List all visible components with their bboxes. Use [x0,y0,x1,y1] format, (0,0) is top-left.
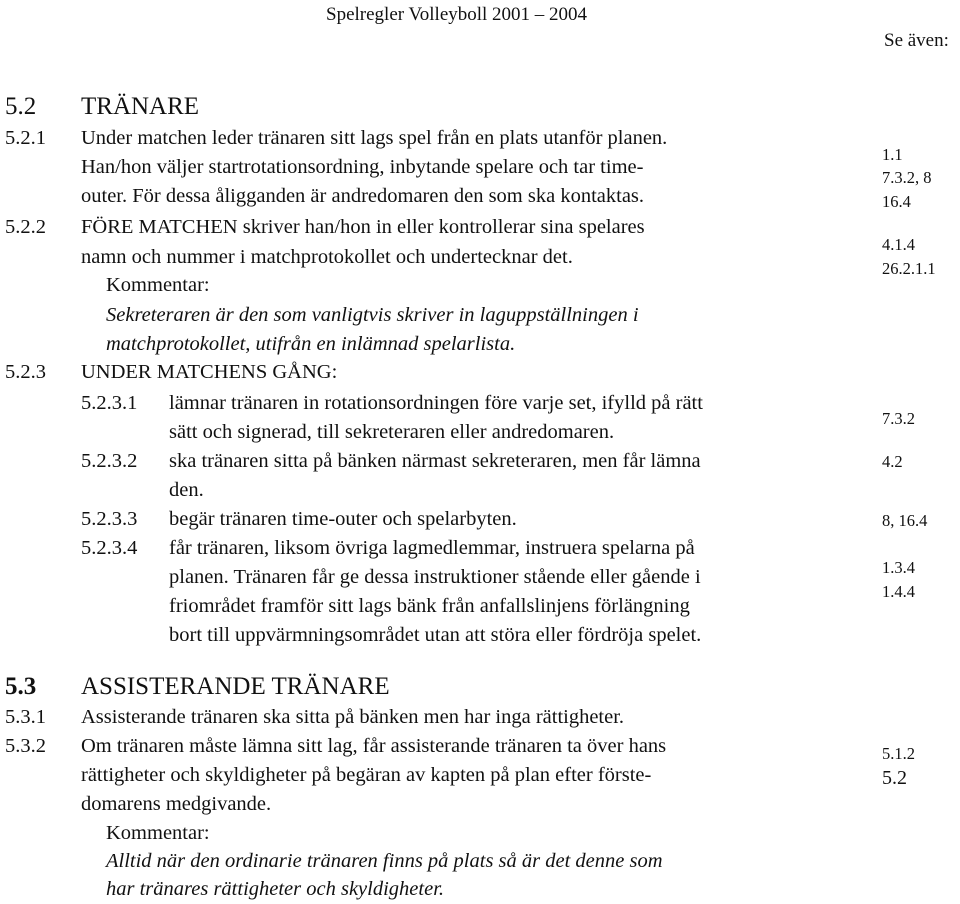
rule-text-line: Under matchen leder tränaren sitt lags spel från en plats utanför planen. [81,127,668,149]
comment-text-line: matchprotokollet, utifrån en inlämnad spelarlista. [106,333,516,355]
margin-reference: 8, 16.4 [882,511,928,530]
subrule-text-line: begär tränaren time-outer och spelarbyten. [169,508,517,530]
rule-number-5-3-2: 5.3.2 [5,735,46,757]
subrule-text-line: sätt och signerad, till sekreteraren eller andredomaren. [169,421,615,443]
rule-number-5-2-2: 5.2.2 [5,216,46,238]
rule-number-5-2-1: 5.2.1 [5,127,46,149]
subrule-number-5-2-3-3: 5.2.3.3 [81,508,138,530]
section-title-5-3: ASSISTERANDE TRÄNARE [81,673,390,700]
margin-reference: 7.3.2, 8 [882,168,932,187]
see-also-label: Se även: [884,30,949,51]
subrule-number-5-2-3-4: 5.2.3.4 [81,537,138,559]
section-number-5-3: 5.3 [5,673,37,700]
rule-number-5-2-3: 5.2.3 [5,361,46,383]
margin-reference: 26.2.1.1 [882,259,936,278]
rule-text-line: Om tränaren måste lämna sitt lag, får assisterande tränaren ta över hans [81,735,667,757]
rule-text-line: outer. För dessa åligganden är andredomaren den som ska kontaktas. [81,185,645,207]
section-title-5-2: TRÄNARE [81,93,200,120]
margin-reference: 7.3.2 [882,409,915,428]
subrule-text-line: friområdet framför sitt lags bänk från anfallslinjens förlängning [169,595,690,617]
rule-text-line: namn och nummer i matchprotokollet och undertecknar det. [81,246,573,268]
subrule-text-line: lämnar tränaren in rotationsordningen före varje set, ifylld på rätt [169,392,703,414]
rule-text-line: Han/hon väljer startrotationsordning, inbytande spelare och tar time- [81,156,644,178]
margin-reference: 5.2 [882,767,907,789]
margin-reference: 5.1.2 [882,744,915,763]
margin-reference: 4.2 [882,452,903,471]
rule-text-line: FÖRE MATCHEN skriver han/hon in eller kontrollerar sina spelares [81,216,645,238]
subrule-text-line: får tränaren, liksom övriga lagmedlemmar, instruera spelarna på [169,537,695,559]
rule-text-line: rättigheter och skyldigheter på begäran av kapten på plan efter förste- [81,764,652,786]
comment-text-line: Sekreteraren är den som vanligtvis skriver in laguppställningen i [106,304,639,326]
comment-text-line: har tränares rättigheter och skyldigheter. [106,878,445,900]
section-number-5-2: 5.2 [5,93,37,120]
rule-number-5-3-1: 5.3.1 [5,706,46,728]
comment-text-line: Alltid när den ordinarie tränaren finns på plats så är det denne som [106,850,663,872]
comment-label: Kommentar: [106,822,210,844]
margin-reference: 4.1.4 [882,235,915,254]
rule-text-line: Assisterande tränaren ska sitta på bänken men har inga rättigheter. [81,706,625,728]
margin-reference: 16.4 [882,192,911,211]
subrule-text-line: planen. Tränaren får ge dessa instruktioner stående eller gående i [169,566,701,588]
subrule-number-5-2-3-1: 5.2.3.1 [81,392,138,414]
margin-reference: 1.1 [882,145,903,164]
rule-text-line: domarens medgivande. [81,793,272,815]
document-header-title: Spelregler Volleyboll 2001 – 2004 [326,4,588,25]
comment-label: Kommentar: [106,274,210,296]
subrule-text-line: ska tränaren sitta på bänken närmast sekreteraren, men får lämna [169,450,701,472]
subrule-text-line: bort till uppvärmningsområdet utan att störa eller fördröja spelet. [169,624,702,646]
subrule-number-5-2-3-2: 5.2.3.2 [81,450,138,472]
subrule-text-line: den. [169,479,204,501]
margin-reference: 1.4.4 [882,582,915,601]
rule-title-5-2-3: UNDER MATCHENS GÅNG: [81,361,338,383]
margin-reference: 1.3.4 [882,558,915,577]
